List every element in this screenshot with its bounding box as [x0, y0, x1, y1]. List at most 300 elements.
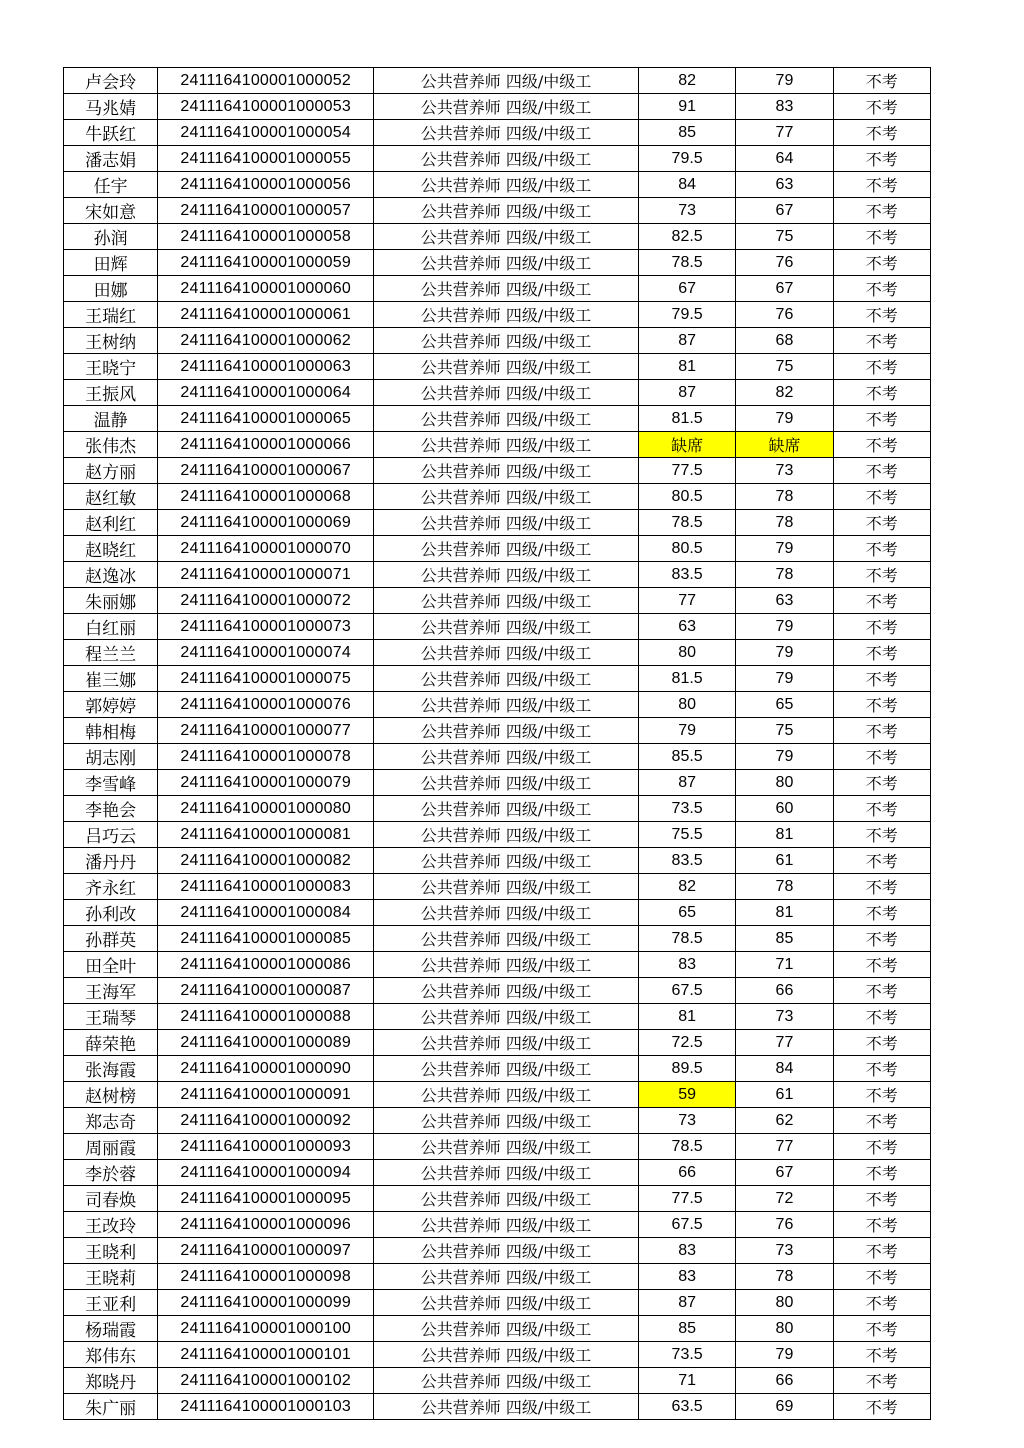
theory-score-cell: 82 [638, 68, 735, 94]
exam-id-cell: 2411164100001000095 [158, 1186, 374, 1212]
remark-cell: 不考 [833, 250, 930, 276]
table-row [64, 1186, 931, 1212]
remark-cell: 不考 [833, 1056, 930, 1082]
remark-cell: 不考 [833, 1108, 930, 1134]
theory-score-cell: 87 [638, 770, 735, 796]
skill-score-cell: 65 [736, 692, 833, 718]
remark-cell: 不考 [833, 796, 930, 822]
exam-id-cell: 2411164100001000078 [158, 744, 374, 770]
occupation-level-cell: 公共营养师 四级/中级工 [374, 1264, 639, 1290]
exam-id-cell: 2411164100001000072 [158, 588, 374, 614]
skill-score-cell: 78 [736, 484, 833, 510]
remark-cell: 不考 [833, 848, 930, 874]
remark-cell: 不考 [833, 1030, 930, 1056]
exam-id-cell: 2411164100001000064 [158, 380, 374, 406]
skill-score-cell: 63 [736, 172, 833, 198]
remark-cell: 不考 [833, 1082, 930, 1108]
occupation-level-cell: 公共营养师 四级/中级工 [374, 770, 639, 796]
skill-score-cell: 78 [736, 1264, 833, 1290]
theory-score-cell: 80.5 [638, 484, 735, 510]
remark-cell: 不考 [833, 614, 930, 640]
skill-score-cell: 68 [736, 328, 833, 354]
occupation-level-cell: 公共营养师 四级/中级工 [374, 380, 639, 406]
skill-score-cell: 83 [736, 94, 833, 120]
exam-id-cell: 2411164100001000091 [158, 1082, 374, 1108]
theory-score-cell: 65 [638, 900, 735, 926]
occupation-level-cell: 公共营养师 四级/中级工 [374, 822, 639, 848]
remark-cell: 不考 [833, 978, 930, 1004]
theory-score-cell: 59 [638, 1082, 735, 1108]
occupation-level-cell: 公共营养师 四级/中级工 [374, 458, 639, 484]
occupation-level-cell: 公共营养师 四级/中级工 [374, 692, 639, 718]
skill-score-cell: 80 [736, 770, 833, 796]
name-cell: 周丽霞 [64, 1134, 158, 1160]
table-row [64, 1290, 931, 1316]
skill-score-cell: 67 [736, 1160, 833, 1186]
occupation-level-cell: 公共营养师 四级/中级工 [374, 1160, 639, 1186]
occupation-level-cell: 公共营养师 四级/中级工 [374, 328, 639, 354]
exam-id-cell: 2411164100001000093 [158, 1134, 374, 1160]
remark-cell: 不考 [833, 1004, 930, 1030]
occupation-level-cell: 公共营养师 四级/中级工 [374, 1108, 639, 1134]
table-row [64, 874, 931, 900]
theory-score-cell: 80 [638, 692, 735, 718]
skill-score-cell: 79 [736, 666, 833, 692]
name-cell: 郑志奇 [64, 1108, 158, 1134]
exam-id-cell: 2411164100001000077 [158, 718, 374, 744]
remark-cell: 不考 [833, 588, 930, 614]
name-cell: 王晓宁 [64, 354, 158, 380]
table-row [64, 718, 931, 744]
remark-cell: 不考 [833, 458, 930, 484]
remark-cell: 不考 [833, 94, 930, 120]
table-row [64, 224, 931, 250]
remark-cell: 不考 [833, 484, 930, 510]
skill-score-cell: 61 [736, 848, 833, 874]
occupation-level-cell: 公共营养师 四级/中级工 [374, 198, 639, 224]
name-cell: 王晓利 [64, 1238, 158, 1264]
name-cell: 赵逸冰 [64, 562, 158, 588]
skill-score-cell: 79 [736, 1342, 833, 1368]
remark-cell: 不考 [833, 1290, 930, 1316]
skill-score-cell: 缺席 [736, 432, 833, 458]
name-cell: 齐永红 [64, 874, 158, 900]
skill-score-cell: 75 [736, 224, 833, 250]
name-cell: 潘丹丹 [64, 848, 158, 874]
exam-id-cell: 2411164100001000053 [158, 94, 374, 120]
skill-score-cell: 79 [736, 640, 833, 666]
remark-cell: 不考 [833, 692, 930, 718]
theory-score-cell: 87 [638, 328, 735, 354]
theory-score-cell: 79 [638, 718, 735, 744]
theory-score-cell: 73.5 [638, 796, 735, 822]
skill-score-cell: 62 [736, 1108, 833, 1134]
remark-cell: 不考 [833, 172, 930, 198]
skill-score-cell: 79 [736, 744, 833, 770]
name-cell: 白红丽 [64, 614, 158, 640]
exam-id-cell: 2411164100001000092 [158, 1108, 374, 1134]
table-row [64, 666, 931, 692]
table-row [64, 1004, 931, 1030]
theory-score-cell: 85 [638, 120, 735, 146]
exam-id-cell: 2411164100001000102 [158, 1368, 374, 1394]
theory-score-cell: 73.5 [638, 1342, 735, 1368]
remark-cell: 不考 [833, 406, 930, 432]
theory-score-cell: 89.5 [638, 1056, 735, 1082]
table-row [64, 562, 931, 588]
table-row [64, 68, 931, 94]
occupation-level-cell: 公共营养师 四级/中级工 [374, 484, 639, 510]
table-row [64, 848, 931, 874]
theory-score-cell: 81 [638, 1004, 735, 1030]
skill-score-cell: 82 [736, 380, 833, 406]
occupation-level-cell: 公共营养师 四级/中级工 [374, 1212, 639, 1238]
table-row [64, 328, 931, 354]
theory-score-cell: 91 [638, 94, 735, 120]
occupation-level-cell: 公共营养师 四级/中级工 [374, 432, 639, 458]
remark-cell: 不考 [833, 354, 930, 380]
exam-id-cell: 2411164100001000099 [158, 1290, 374, 1316]
occupation-level-cell: 公共营养师 四级/中级工 [374, 1290, 639, 1316]
exam-id-cell: 2411164100001000073 [158, 614, 374, 640]
name-cell: 李雪峰 [64, 770, 158, 796]
exam-id-cell: 2411164100001000080 [158, 796, 374, 822]
table-row [64, 1160, 931, 1186]
skill-score-cell: 73 [736, 1238, 833, 1264]
skill-score-cell: 76 [736, 1212, 833, 1238]
occupation-level-cell: 公共营养师 四级/中级工 [374, 562, 639, 588]
exam-id-cell: 2411164100001000088 [158, 1004, 374, 1030]
occupation-level-cell: 公共营养师 四级/中级工 [374, 874, 639, 900]
skill-score-cell: 79 [736, 614, 833, 640]
skill-score-cell: 79 [736, 68, 833, 94]
name-cell: 李於蓉 [64, 1160, 158, 1186]
exam-id-cell: 2411164100001000060 [158, 276, 374, 302]
theory-score-cell: 63 [638, 614, 735, 640]
theory-score-cell: 83.5 [638, 562, 735, 588]
table-row [64, 276, 931, 302]
exam-id-cell: 2411164100001000094 [158, 1160, 374, 1186]
remark-cell: 不考 [833, 822, 930, 848]
name-cell: 郑伟东 [64, 1342, 158, 1368]
theory-score-cell: 77.5 [638, 1186, 735, 1212]
table-row [64, 120, 931, 146]
theory-score-cell: 84 [638, 172, 735, 198]
table-row [64, 458, 931, 484]
name-cell: 胡志刚 [64, 744, 158, 770]
table-row [64, 198, 931, 224]
exam-id-cell: 2411164100001000101 [158, 1342, 374, 1368]
skill-score-cell: 71 [736, 952, 833, 978]
table-row [64, 770, 931, 796]
exam-id-cell: 2411164100001000103 [158, 1394, 374, 1420]
skill-score-cell: 85 [736, 926, 833, 952]
table-row [64, 536, 931, 562]
exam-id-cell: 2411164100001000055 [158, 146, 374, 172]
name-cell: 赵晓红 [64, 536, 158, 562]
exam-id-cell: 2411164100001000056 [158, 172, 374, 198]
remark-cell: 不考 [833, 1134, 930, 1160]
theory-score-cell: 79.5 [638, 302, 735, 328]
table-row [64, 1316, 931, 1342]
theory-score-cell: 75.5 [638, 822, 735, 848]
occupation-level-cell: 公共营养师 四级/中级工 [374, 406, 639, 432]
exam-id-cell: 2411164100001000100 [158, 1316, 374, 1342]
exam-id-cell: 2411164100001000089 [158, 1030, 374, 1056]
skill-score-cell: 77 [736, 1030, 833, 1056]
table-row [64, 744, 931, 770]
name-cell: 马兆婧 [64, 94, 158, 120]
occupation-level-cell: 公共营养师 四级/中级工 [374, 354, 639, 380]
exam-id-cell: 2411164100001000069 [158, 510, 374, 536]
theory-score-cell: 71 [638, 1368, 735, 1394]
occupation-level-cell: 公共营养师 四级/中级工 [374, 1056, 639, 1082]
theory-score-cell: 78.5 [638, 510, 735, 536]
remark-cell: 不考 [833, 666, 930, 692]
occupation-level-cell: 公共营养师 四级/中级工 [374, 1134, 639, 1160]
exam-id-cell: 2411164100001000054 [158, 120, 374, 146]
remark-cell: 不考 [833, 1342, 930, 1368]
name-cell: 王瑞红 [64, 302, 158, 328]
name-cell: 牛跃红 [64, 120, 158, 146]
remark-cell: 不考 [833, 718, 930, 744]
remark-cell: 不考 [833, 1394, 930, 1420]
theory-score-cell: 66 [638, 1160, 735, 1186]
name-cell: 张海霞 [64, 1056, 158, 1082]
exam-id-cell: 2411164100001000067 [158, 458, 374, 484]
skill-score-cell: 67 [736, 276, 833, 302]
occupation-level-cell: 公共营养师 四级/中级工 [374, 146, 639, 172]
skill-score-cell: 66 [736, 1368, 833, 1394]
exam-id-cell: 2411164100001000086 [158, 952, 374, 978]
exam-id-cell: 2411164100001000097 [158, 1238, 374, 1264]
remark-cell: 不考 [833, 562, 930, 588]
remark-cell: 不考 [833, 926, 930, 952]
theory-score-cell: 87 [638, 1290, 735, 1316]
theory-score-cell: 80.5 [638, 536, 735, 562]
occupation-level-cell: 公共营养师 四级/中级工 [374, 536, 639, 562]
exam-id-cell: 2411164100001000058 [158, 224, 374, 250]
name-cell: 赵利红 [64, 510, 158, 536]
skill-score-cell: 78 [736, 510, 833, 536]
theory-score-cell: 83 [638, 1238, 735, 1264]
table-row [64, 614, 931, 640]
theory-score-cell: 72.5 [638, 1030, 735, 1056]
exam-id-cell: 2411164100001000059 [158, 250, 374, 276]
name-cell: 王亚利 [64, 1290, 158, 1316]
table-row [64, 1108, 931, 1134]
skill-score-cell: 80 [736, 1290, 833, 1316]
exam-id-cell: 2411164100001000070 [158, 536, 374, 562]
name-cell: 程兰兰 [64, 640, 158, 666]
remark-cell: 不考 [833, 770, 930, 796]
theory-score-cell: 缺席 [638, 432, 735, 458]
name-cell: 赵红敏 [64, 484, 158, 510]
theory-score-cell: 81.5 [638, 406, 735, 432]
theory-score-cell: 73 [638, 198, 735, 224]
name-cell: 赵树榜 [64, 1082, 158, 1108]
occupation-level-cell: 公共营养师 四级/中级工 [374, 1316, 639, 1342]
exam-id-cell: 2411164100001000068 [158, 484, 374, 510]
name-cell: 吕巧云 [64, 822, 158, 848]
skill-score-cell: 69 [736, 1394, 833, 1420]
occupation-level-cell: 公共营养师 四级/中级工 [374, 666, 639, 692]
skill-score-cell: 73 [736, 458, 833, 484]
remark-cell: 不考 [833, 146, 930, 172]
remark-cell: 不考 [833, 536, 930, 562]
table-row [64, 822, 931, 848]
occupation-level-cell: 公共营养师 四级/中级工 [374, 900, 639, 926]
table-row [64, 484, 931, 510]
skill-score-cell: 84 [736, 1056, 833, 1082]
occupation-level-cell: 公共营养师 四级/中级工 [374, 250, 639, 276]
skill-score-cell: 80 [736, 1316, 833, 1342]
exam-id-cell: 2411164100001000061 [158, 302, 374, 328]
remark-cell: 不考 [833, 640, 930, 666]
occupation-level-cell: 公共营养师 四级/中级工 [374, 510, 639, 536]
table-row [64, 1368, 931, 1394]
skill-score-cell: 77 [736, 120, 833, 146]
skill-score-cell: 81 [736, 822, 833, 848]
name-cell: 韩相梅 [64, 718, 158, 744]
occupation-level-cell: 公共营养师 四级/中级工 [374, 302, 639, 328]
exam-id-cell: 2411164100001000079 [158, 770, 374, 796]
occupation-level-cell: 公共营养师 四级/中级工 [374, 94, 639, 120]
theory-score-cell: 77 [638, 588, 735, 614]
table-row [64, 1264, 931, 1290]
occupation-level-cell: 公共营养师 四级/中级工 [374, 588, 639, 614]
skill-score-cell: 66 [736, 978, 833, 1004]
theory-score-cell: 78.5 [638, 250, 735, 276]
occupation-level-cell: 公共营养师 四级/中级工 [374, 848, 639, 874]
theory-score-cell: 79.5 [638, 146, 735, 172]
name-cell: 王树纳 [64, 328, 158, 354]
remark-cell: 不考 [833, 744, 930, 770]
name-cell: 杨瑞霞 [64, 1316, 158, 1342]
remark-cell: 不考 [833, 510, 930, 536]
occupation-level-cell: 公共营养师 四级/中级工 [374, 1082, 639, 1108]
exam-id-cell: 2411164100001000063 [158, 354, 374, 380]
name-cell: 王振风 [64, 380, 158, 406]
occupation-level-cell: 公共营养师 四级/中级工 [374, 640, 639, 666]
exam-id-cell: 2411164100001000085 [158, 926, 374, 952]
table-row [64, 94, 931, 120]
name-cell: 孙润 [64, 224, 158, 250]
table-row [64, 380, 931, 406]
occupation-level-cell: 公共营养师 四级/中级工 [374, 718, 639, 744]
skill-score-cell: 79 [736, 406, 833, 432]
table-row [64, 692, 931, 718]
exam-id-cell: 2411164100001000052 [158, 68, 374, 94]
table-row [64, 796, 931, 822]
theory-score-cell: 85 [638, 1316, 735, 1342]
theory-score-cell: 73 [638, 1108, 735, 1134]
remark-cell: 不考 [833, 952, 930, 978]
table-row [64, 250, 931, 276]
name-cell: 田全叶 [64, 952, 158, 978]
theory-score-cell: 82.5 [638, 224, 735, 250]
name-cell: 郭婷婷 [64, 692, 158, 718]
remark-cell: 不考 [833, 432, 930, 458]
skill-score-cell: 73 [736, 1004, 833, 1030]
score-table-body [64, 68, 931, 1420]
occupation-level-cell: 公共营养师 四级/中级工 [374, 952, 639, 978]
table-row [64, 406, 931, 432]
skill-score-cell: 79 [736, 536, 833, 562]
remark-cell: 不考 [833, 1368, 930, 1394]
theory-score-cell: 83 [638, 1264, 735, 1290]
occupation-level-cell: 公共营养师 四级/中级工 [374, 1368, 639, 1394]
occupation-level-cell: 公共营养师 四级/中级工 [374, 276, 639, 302]
theory-score-cell: 78.5 [638, 926, 735, 952]
table-row [64, 1082, 931, 1108]
table-row [64, 588, 931, 614]
table-row [64, 1394, 931, 1420]
occupation-level-cell: 公共营养师 四级/中级工 [374, 1342, 639, 1368]
exam-id-cell: 2411164100001000082 [158, 848, 374, 874]
name-cell: 孙利改 [64, 900, 158, 926]
remark-cell: 不考 [833, 1160, 930, 1186]
occupation-level-cell: 公共营养师 四级/中级工 [374, 68, 639, 94]
occupation-level-cell: 公共营养师 四级/中级工 [374, 796, 639, 822]
theory-score-cell: 63.5 [638, 1394, 735, 1420]
table-row [64, 900, 931, 926]
remark-cell: 不考 [833, 1238, 930, 1264]
skill-score-cell: 60 [736, 796, 833, 822]
skill-score-cell: 75 [736, 718, 833, 744]
skill-score-cell: 76 [736, 250, 833, 276]
theory-score-cell: 67.5 [638, 978, 735, 1004]
name-cell: 赵方丽 [64, 458, 158, 484]
skill-score-cell: 78 [736, 562, 833, 588]
theory-score-cell: 77.5 [638, 458, 735, 484]
table-row [64, 1212, 931, 1238]
name-cell: 田娜 [64, 276, 158, 302]
table-row [64, 978, 931, 1004]
table-row [64, 172, 931, 198]
theory-score-cell: 81 [638, 354, 735, 380]
name-cell: 司春焕 [64, 1186, 158, 1212]
table-row [64, 1056, 931, 1082]
name-cell: 朱广丽 [64, 1394, 158, 1420]
exam-id-cell: 2411164100001000083 [158, 874, 374, 900]
table-row [64, 952, 931, 978]
exam-id-cell: 2411164100001000071 [158, 562, 374, 588]
occupation-level-cell: 公共营养师 四级/中级工 [374, 926, 639, 952]
remark-cell: 不考 [833, 900, 930, 926]
exam-id-cell: 2411164100001000057 [158, 198, 374, 224]
remark-cell: 不考 [833, 380, 930, 406]
skill-score-cell: 61 [736, 1082, 833, 1108]
skill-score-cell: 63 [736, 588, 833, 614]
table-row [64, 1134, 931, 1160]
table-row [64, 302, 931, 328]
occupation-level-cell: 公共营养师 四级/中级工 [374, 1394, 639, 1420]
table-row [64, 1342, 931, 1368]
skill-score-cell: 78 [736, 874, 833, 900]
theory-score-cell: 81.5 [638, 666, 735, 692]
name-cell: 张伟杰 [64, 432, 158, 458]
name-cell: 王瑞琴 [64, 1004, 158, 1030]
name-cell: 崔三娜 [64, 666, 158, 692]
exam-id-cell: 2411164100001000066 [158, 432, 374, 458]
remark-cell: 不考 [833, 68, 930, 94]
exam-id-cell: 2411164100001000087 [158, 978, 374, 1004]
remark-cell: 不考 [833, 1212, 930, 1238]
name-cell: 温静 [64, 406, 158, 432]
occupation-level-cell: 公共营养师 四级/中级工 [374, 1004, 639, 1030]
remark-cell: 不考 [833, 302, 930, 328]
